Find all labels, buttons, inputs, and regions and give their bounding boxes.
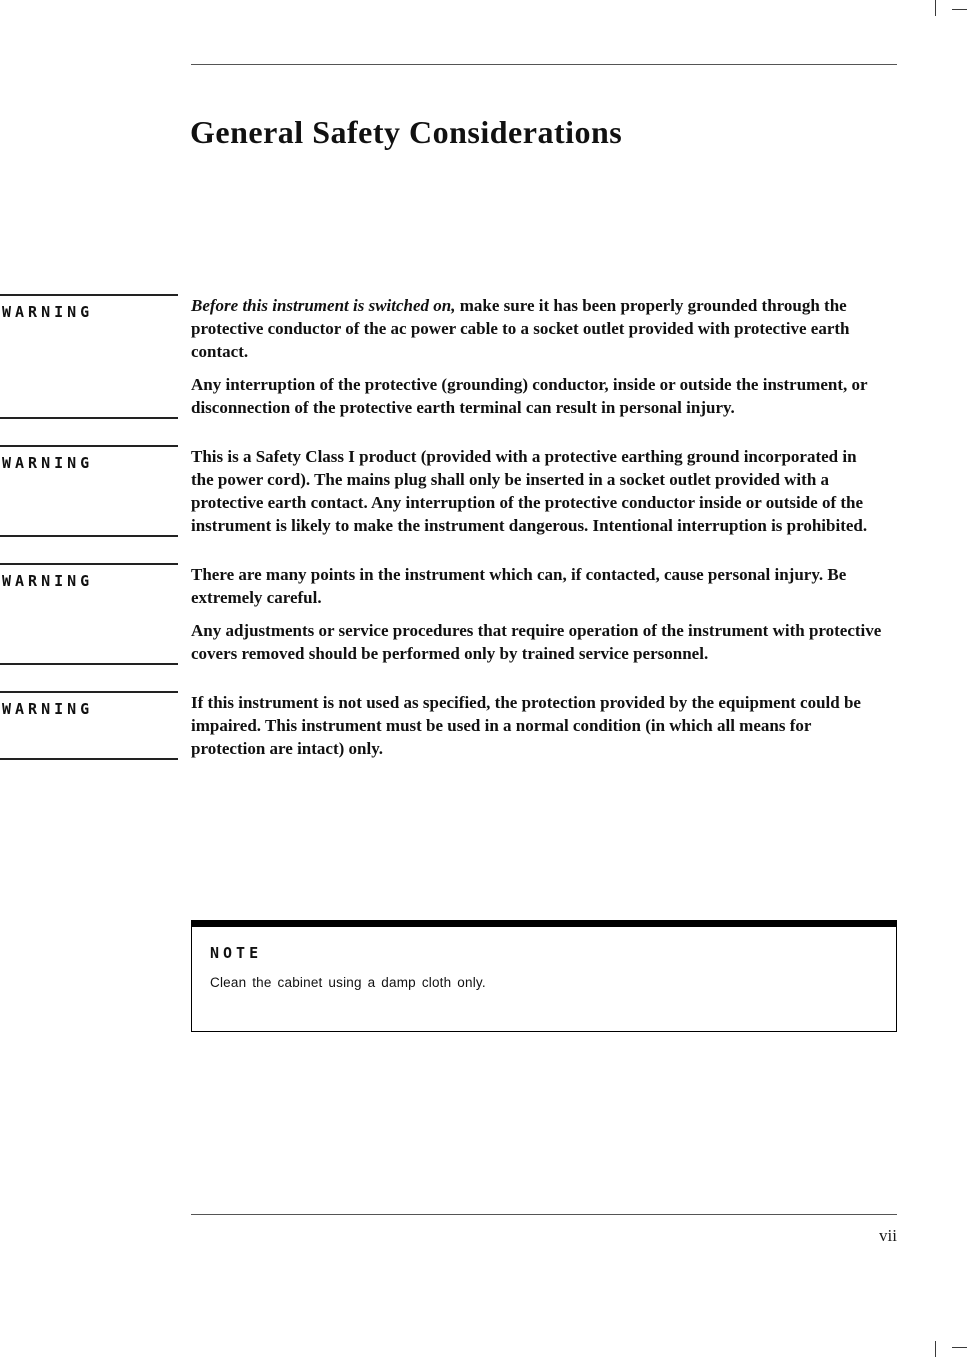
warning-paragraph: There are many points in the instrument which can, if contacted, cause personal injury. Be extremely careful. [191,565,847,607]
footer-divider [191,1214,897,1215]
warning-paragraph: If this instrument is not used as specified, the protection provided by the equipment could be impaired. This instrument must be used in a normal condition (in which all means for protection are intact) only. [191,693,861,758]
warning-text [178,294,897,419]
warning-label: WARNING [2,700,94,718]
page-title: General Safety Considerations [190,114,623,150]
note-text: Clean the cabinet using a damp cloth only. [210,975,486,990]
warning-paragraph: Any adjustments or service procedures that require operation of the instrument with protective covers removed should be performed only by trained service personnel. [191,621,882,663]
warning-paragraph [191,294,883,363]
warning-paragraph: This is a Safety Class I product (provided with a protective earthing ground incorporated in the power cord). The mains plug shall only be inserted in a socket outlet provided with a protective earth contact. Any interruption of the protective conductor inside or outside of the instrument is likely to make the instrument dangerous. Intentional interruption is prohibited. [191,447,868,535]
crop-mark [935,1341,936,1357]
warning-block [0,563,897,665]
warning-label: WARNING [2,454,94,472]
crop-mark [952,1347,967,1348]
warning-block [0,691,897,760]
warning-block [0,445,897,537]
note-label: NOTE [210,944,263,962]
header-divider [191,64,897,65]
warnings-section [0,294,897,786]
warning-text [178,445,897,537]
warning-paragraph: Any interruption of the protective (grounding) conductor, inside or outside the instrument, or disconnection of the protective earth terminal can result in personal injury. [191,375,868,417]
warning-label-column [0,294,178,419]
crop-mark [935,0,936,16]
warning-lead-italic: Before this instrument is switched on, [191,296,456,315]
warning-label-column [0,445,178,537]
warning-text [178,563,897,665]
warning-paragraph-text: make sure it has been properly grounded through the protective conductor of the ac power cable to a socket outlet provided with protective earth contact. [191,296,850,361]
page-number: vii [879,1226,897,1245]
warning-label: WARNING [2,572,94,590]
warning-label-column [0,691,178,760]
warning-label: WARNING [2,303,94,321]
crop-mark [952,9,967,10]
warning-text [178,691,897,760]
warning-block [0,294,897,419]
warning-label-column [0,563,178,665]
note-box [191,920,897,1032]
